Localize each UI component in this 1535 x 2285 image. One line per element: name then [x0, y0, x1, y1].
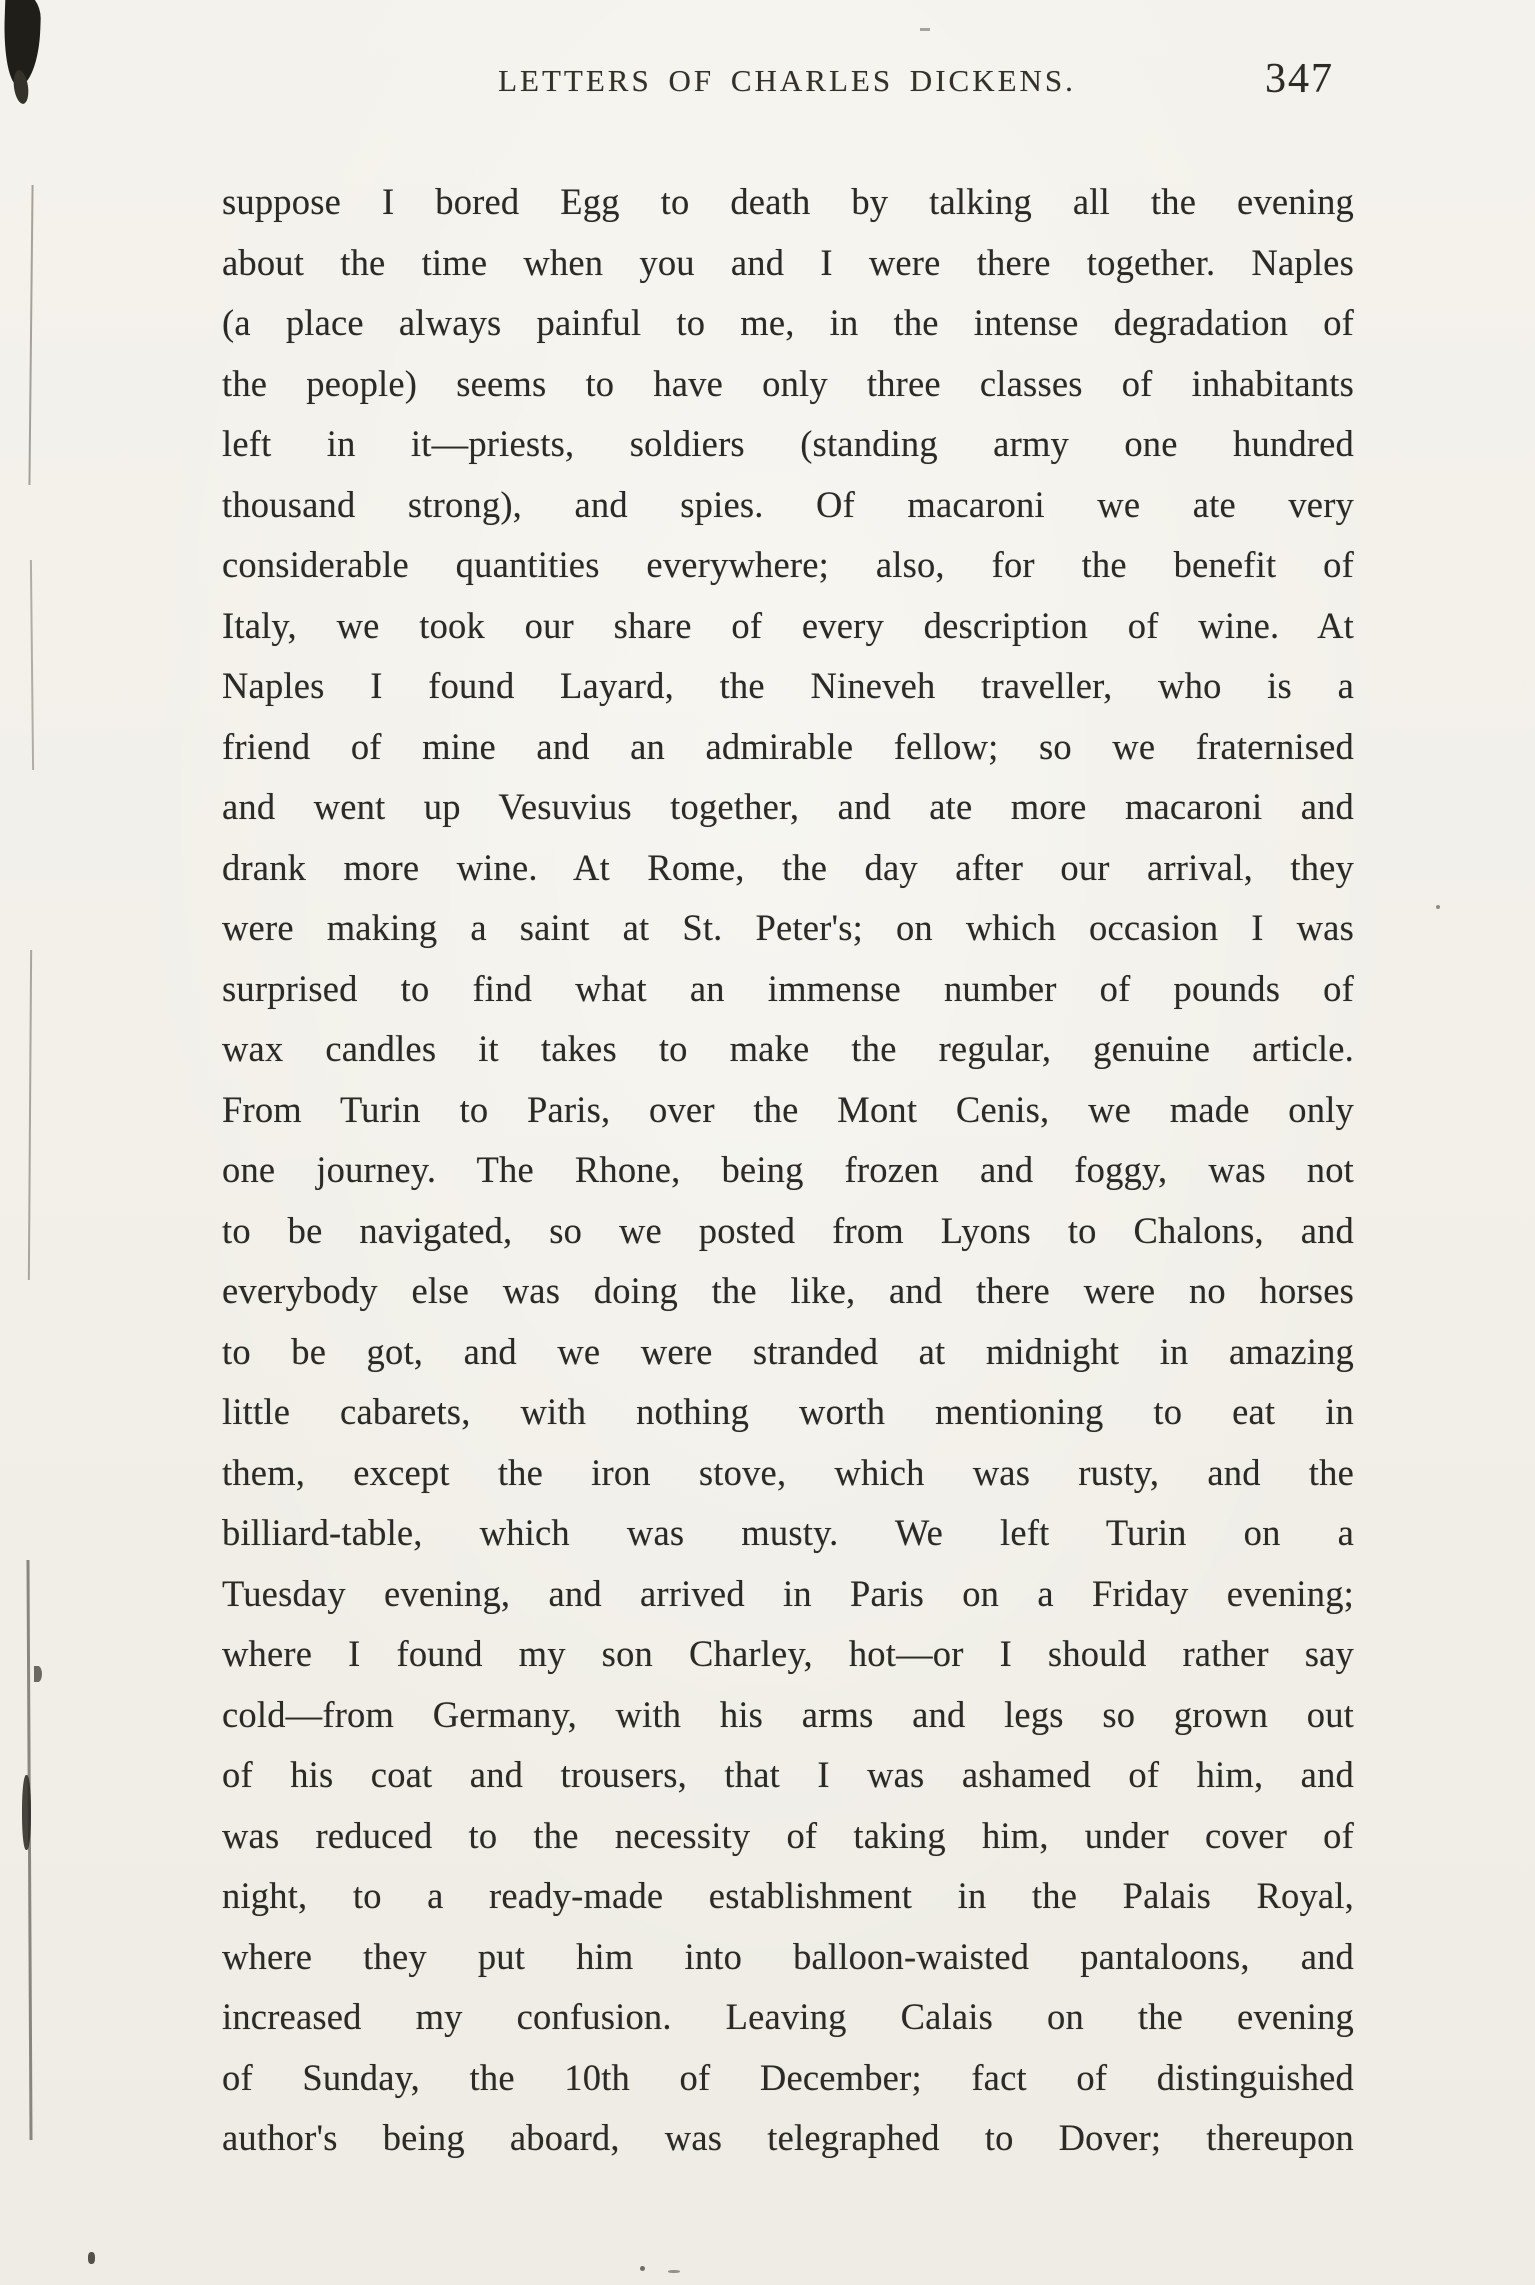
- text-line: everybody else was doing the like, and there were no horses: [222, 1270, 1354, 1311]
- scan-artifact-edge-line: [28, 950, 32, 1280]
- text-line: night, to a ready-made establishment in the Palais Royal,: [222, 1875, 1354, 1916]
- page-header: [222, 55, 1352, 107]
- scan-artifact-top-dash: [920, 28, 930, 31]
- text-line: them, except the iron stove, which was rusty, and the: [222, 1451, 1354, 1493]
- scan-artifact-edge-line: [30, 560, 34, 770]
- text-line: to be navigated, so we posted from Lyons to Chalons, and: [222, 1209, 1354, 1251]
- scan-artifact-mid-dot: [1436, 905, 1440, 909]
- text-line: where I found my son Charley, hot—or I should rather say: [222, 1633, 1354, 1674]
- scan-artifact-bottom-mark: [88, 2252, 95, 2264]
- text-line: drank more wine. At Rome, the day after our arrival, they: [222, 846, 1354, 888]
- text-line: Italy, we took our share of every description of wine. At: [222, 604, 1354, 646]
- letter-body-text: [222, 172, 1354, 2169]
- text-line: of Sunday, the 10th of December; fact of distinguished: [222, 2056, 1354, 2098]
- text-line: increased my confusion. Leaving Calais on the evening: [222, 1996, 1354, 2037]
- text-line: of his coat and trousers, that I was ashamed of him, and: [222, 1754, 1354, 1795]
- scan-artifact-bottom-dot: [668, 2270, 680, 2273]
- text-line: (a place always painful to me, in the intense degradation of: [222, 302, 1354, 343]
- scan-artifact-corner-mark: [2, 0, 41, 87]
- text-line: surprised to find what an immense number of pounds of: [222, 967, 1354, 1009]
- text-line: billiard-table, which was musty. We left Turin on a: [222, 1512, 1354, 1553]
- running-title: LETTERS OF CHARLES DICKENS.: [498, 63, 1076, 98]
- scan-artifact-edge-line: [28, 185, 33, 485]
- text-line: thousand strong), and spies. Of macaroni we ate very: [222, 483, 1354, 525]
- text-line: wax candles it takes to make the regular, genuine article.: [222, 1028, 1354, 1069]
- text-line: author's being aboard, was telegraphed to Dover; thereupon: [222, 2117, 1354, 2158]
- page-number: 347: [1265, 56, 1334, 102]
- text-line: to be got, and we were stranded at midnight in amazing: [222, 1330, 1354, 1372]
- text-line: considerable quantities everywhere; also, for the benefit of: [222, 544, 1354, 585]
- text-line: the people) seems to have only three classes of inhabitants: [222, 362, 1354, 404]
- text-line: were making a saint at St. Peter's; on which occasion I was: [222, 907, 1354, 948]
- text-line: From Turin to Paris, over the Mont Cenis, we made only: [222, 1088, 1354, 1130]
- text-line: Naples I found Layard, the Nineveh traveller, who is a: [222, 665, 1354, 706]
- text-line: was reduced to the necessity of taking him, under cover of: [222, 1814, 1354, 1856]
- scan-artifact-bottom-dot: [640, 2266, 645, 2271]
- text-line: left in it—priests, soldiers (standing army one hundred: [222, 423, 1354, 464]
- text-line: suppose I bored Egg to death by talking all the evening: [222, 181, 1354, 222]
- text-line: where they put him into balloon-waisted pantaloons, and: [222, 1935, 1354, 1977]
- text-line: about the time when you and I were there together. Naples: [222, 241, 1354, 283]
- text-line: cold—from Germany, with his arms and legs so grown out: [222, 1693, 1354, 1735]
- scan-artifact-edge-hook: [34, 1666, 42, 1682]
- text-line: one journey. The Rhone, being frozen and foggy, was not: [222, 1149, 1354, 1190]
- text-line: little cabarets, with nothing worth mentioning to eat in: [222, 1391, 1354, 1432]
- scan-artifact-corner-mark-2: [12, 69, 31, 105]
- text-line: Tuesday evening, and arrived in Paris on a Friday evening;: [222, 1572, 1354, 1614]
- scan-artifact-edge-line: [26, 1560, 32, 2140]
- text-line: and went up Vesuvius together, and ate more macaroni and: [222, 786, 1354, 827]
- scan-artifact-edge-blob: [22, 1775, 31, 1850]
- text-line: friend of mine and an admirable fellow; so we fraternised: [222, 725, 1354, 767]
